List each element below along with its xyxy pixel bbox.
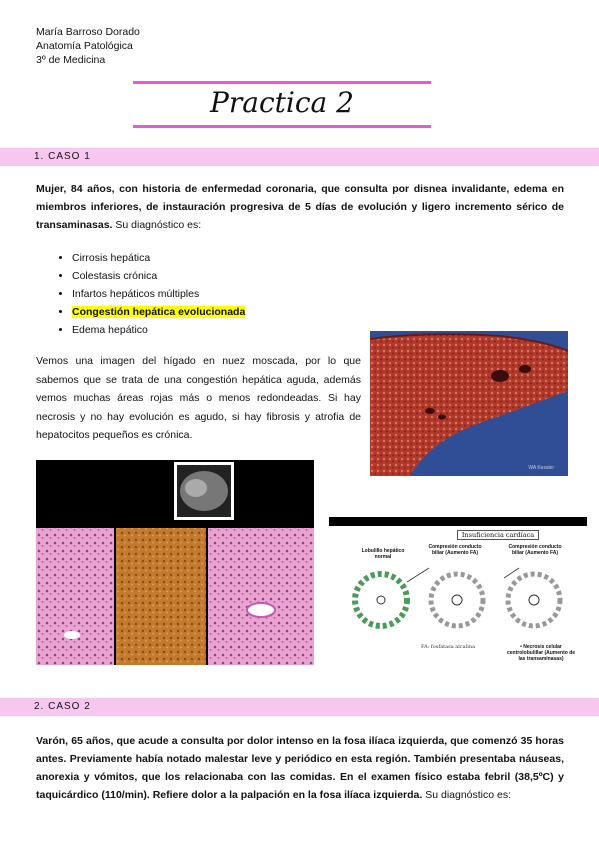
- option-item: • Infartos hepáticos múltiples: [72, 285, 245, 303]
- document-header: [36, 25, 140, 67]
- course-name: 3º de Medicina: [36, 54, 106, 66]
- case2-prompt: [36, 732, 564, 804]
- histology-collage: [36, 460, 314, 665]
- case1-heading: 1. CASO 1: [0, 148, 599, 166]
- diagram-footnote: FA: fosfatasa alcalina: [421, 644, 476, 650]
- page-title-block: [133, 81, 431, 129]
- option-item: • Cirrosis hepática: [72, 249, 245, 267]
- case2-prompt-tail: Su diagnóstico es:: [422, 789, 512, 801]
- subject-name: Anatomía Patológica: [36, 40, 133, 52]
- title-rule-top: [133, 81, 431, 84]
- histology-images: [36, 460, 314, 665]
- case1-options: [36, 249, 245, 339]
- nutmeg-liver-photo: [370, 331, 568, 476]
- case1-prompt: [36, 180, 564, 234]
- case1-prompt-bold: Mujer, 84 años, con historia de enfermedad coronaria, que consulta por disnea invalidante, edema en miembros inferiores, de instauración progresiva de 5 días de evolución y ligero incremento sérico de transaminasas.: [36, 183, 564, 231]
- case2-heading: 2. CASO 2: [0, 698, 599, 716]
- diagram-panel3-label: Compresión conducto biliar (Aumento FA): [508, 544, 562, 556]
- title-rule-bottom: [133, 125, 431, 128]
- diagram-title: Insuficiencia cardíaca: [457, 530, 539, 540]
- diagram-note: • Necrosis celular centrolobulillar (Aumento de las transaminasas): [506, 644, 576, 662]
- case1-explanation: Vemos una imagen del hígado en nuez moscada, por lo que sabemos que se trata de una congestión hepática aguda, además vemos muchas áreas rojas más o menos redondeadas. Si hay necrosis y no hay evolución es agudo, si hay fibrosis y atrofia de hepatocitos pequeños es crónica.: [36, 355, 361, 441]
- diagram-panel2-label: Compresión conducto biliar (Aumento FA): [428, 544, 482, 556]
- option-item: • Edema hepático: [72, 321, 245, 339]
- case1-prompt-tail: Su diagnóstico es:: [112, 219, 202, 231]
- diagram-panel1-label: Lobulillo hepático normal: [361, 548, 405, 560]
- lobule-drawings: [329, 562, 587, 642]
- page-title: Practica 2: [210, 86, 354, 119]
- heart-failure-diagram: [329, 517, 587, 667]
- option-item: • Colestasis crónica: [72, 267, 245, 285]
- option-item-correct: • Congestión hepática evolucionada: [72, 303, 245, 321]
- case2-prompt-bold: Varón, 65 años, que acude a consulta por dolor intenso en la fosa ilíaca izquierda, que comenzó 35 horas antes. Previamente había notado malestar leve y periódico en esta región. También presentaba náuseas, anorexia y vómitos, que los relacionaba con las comidas. En el examen físico estaba febril (38,5ºC) y taquicárdico (110/min). Refiere dolor a la palpación en la fosa ilíaca izquierda.: [36, 735, 564, 801]
- author-name: María Barroso Dorado: [36, 26, 140, 38]
- liver-specimen-image: [370, 331, 568, 476]
- photo-caption: WA Kessler: [528, 465, 554, 471]
